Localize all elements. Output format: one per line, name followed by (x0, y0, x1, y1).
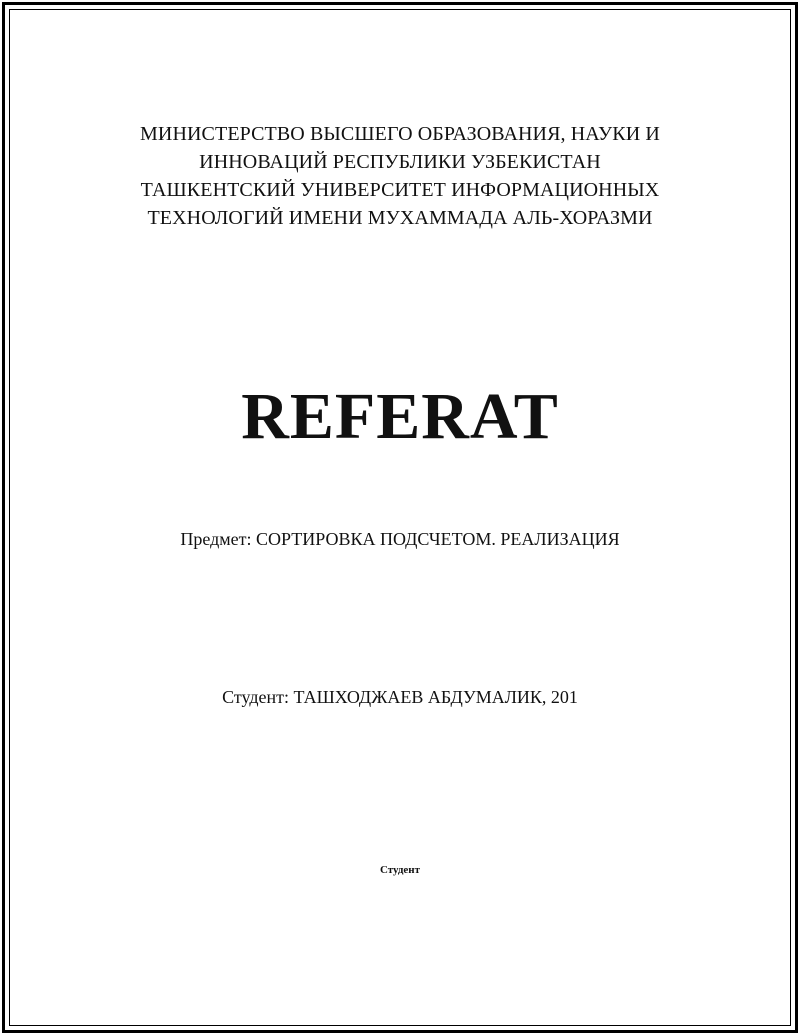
footer-label: Студент (379, 864, 421, 876)
header-line-university: ТАШКЕНТСКИЙ УНИВЕРСИТЕТ ИНФОРМАЦИОННЫХ (140, 179, 660, 201)
student-line: Студент: ТАШХОДЖАЕВ АБДУМАЛИК, 201 (222, 687, 578, 707)
subject-line: Предмет: СОРТИРОВКА ПОДСЧЕТОМ. РЕАЛИЗАЦИЯ (180, 529, 620, 549)
header-line-named-after: ТЕХНОЛОГИЙ ИМЕНИ МУХАММАДА АЛЬ-ХОРАЗМИ (147, 207, 653, 229)
document-title: REFERAT (241, 380, 559, 453)
header-line-ministry: МИНИСТЕРСТВО ВЫСШЕГО ОБРАЗОВАНИЯ, НАУКИ И (140, 123, 660, 145)
institution-header (60, 120, 740, 232)
header-line-republic: ИННОВАЦИЙ РЕСПУБЛИКИ УЗБЕКИСТАН (199, 151, 601, 173)
